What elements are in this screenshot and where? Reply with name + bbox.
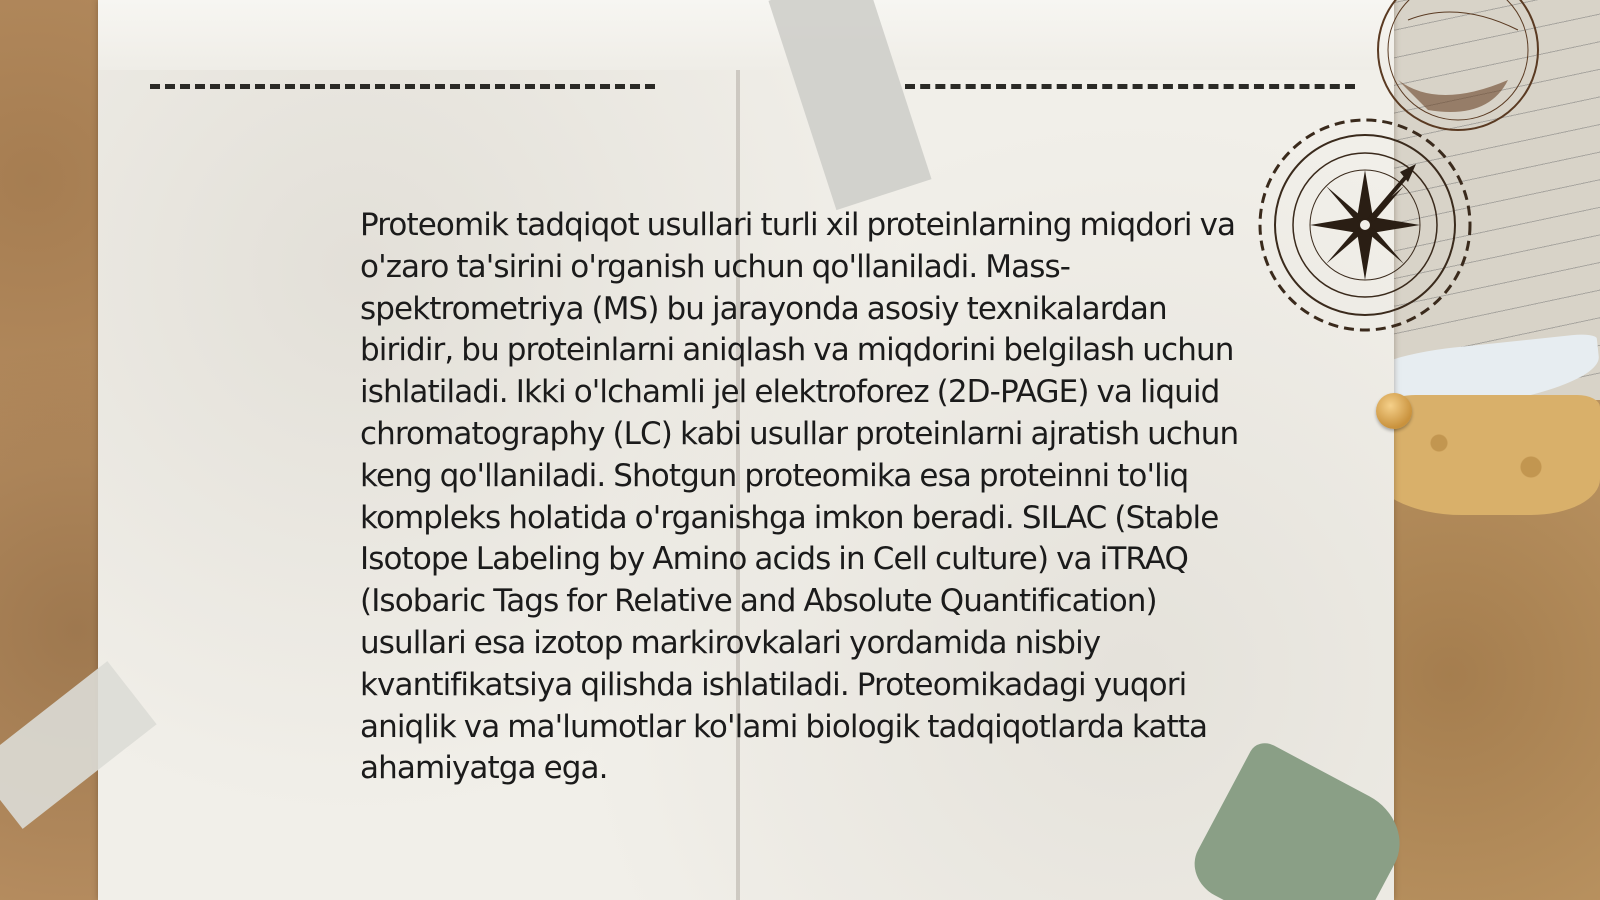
paper-top-band (98, 0, 1394, 70)
compass-rose-icon (1240, 100, 1490, 350)
slide-body-text: Proteomik tadqiqot usullari turli xil proteinlarning miqdori va o'zaro ta'sirini o'rganish uchun qo'llaniladi. Mass-spektrometriya (MS) bu jarayonda asosiy texnikalardan biridir, bu proteinlarni aniqlash va miqdorini belgilash uchun ishlatiladi. Ikki o'lchamli jel elektroforez (2D-PAGE) va liquid chromatography (LC) kabi usullar proteinlarni ajratish uchun keng qo'llaniladi. Shotgun proteomika esa proteinni to'liq kompleks holatida o'rganishga imkon beradi. SILAC (Stable Isotope Labeling by Amino acids in Cell culture) va iTRAQ (Isobaric Tags for Relative and Absolute Quantification) usullari esa izotop markirovkalari yordamida nisbiy kvantifikatsiya qilishda ishlatiladi. Proteomikadagi yuqori aniqlik va ma'lumotlar ko'lami biologik tadqiqotlarda katta ahamiyatga ega. (360, 207, 1239, 787)
stitch-line-left (150, 84, 655, 89)
push-pin-icon (1376, 393, 1412, 429)
stitch-line-right (905, 84, 1355, 89)
